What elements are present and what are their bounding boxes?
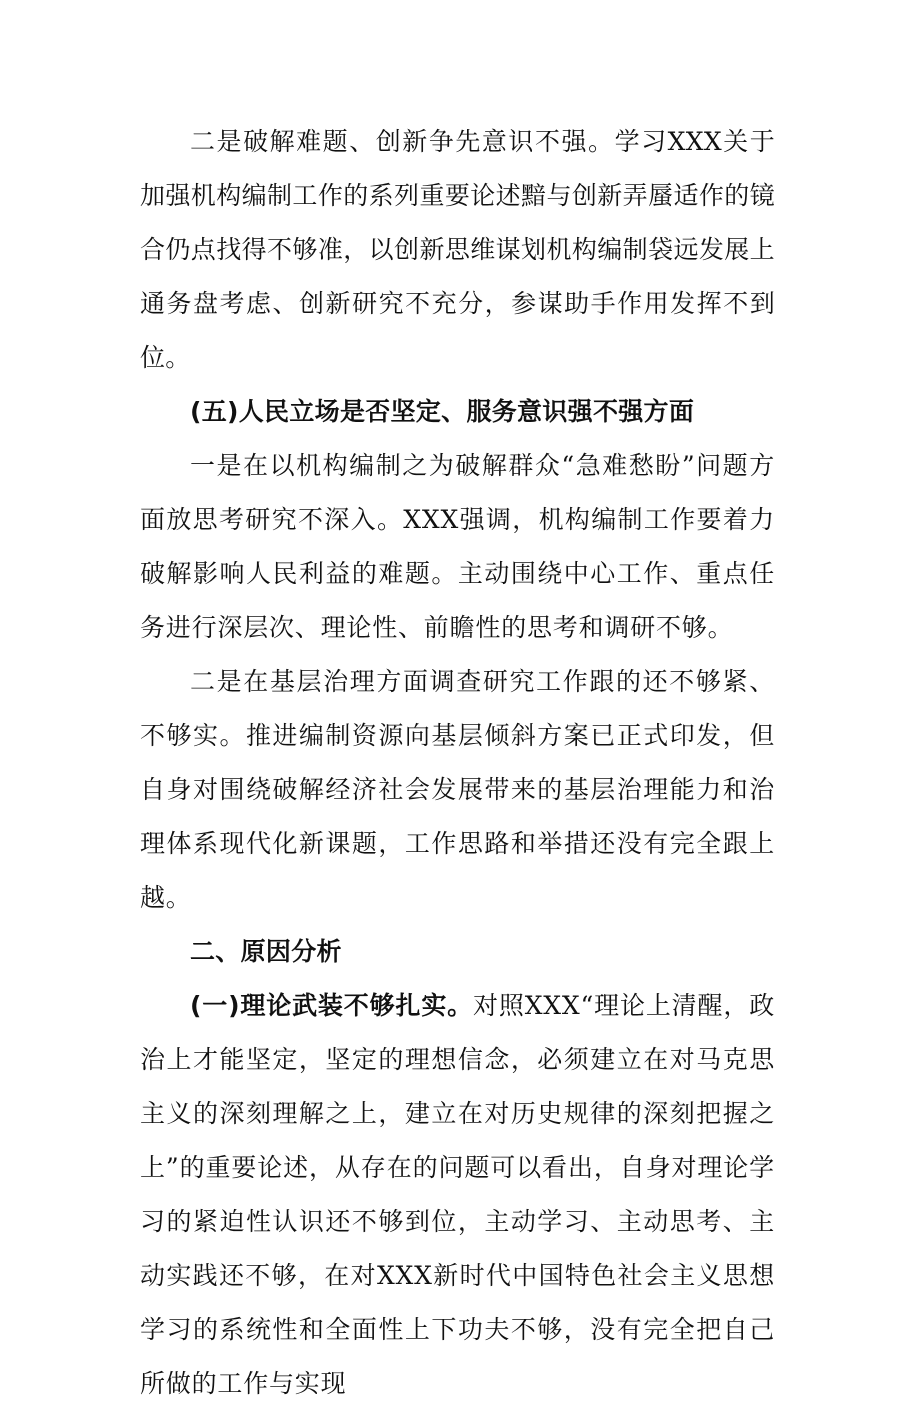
paragraph-grassroots-governance: 二是在基层治理方面调查研究工作跟的还不够紧、不够实。推进编制资源向基层倾斜方案已正式印发，但自身对围绕破解经济社会发展带来的基层治理能力和治理体系现代化新课题，工作思路和举措还没有完全跟上越。 [140, 667, 775, 912]
paragraph-theory-armament [140, 979, 775, 1411]
paragraph-innovation-awareness: 二是破解难题、创新争先意识不强。学习XXX关于加强机构编制工作的系列重要论述黯与创新弄蜃适作的镜合仍点找得不够准，以创新思维谋划机构编制袋远发展上通务盘考虑、创新研究不充分，参谋助手作用发挥不到位。 [140, 127, 775, 372]
paragraph-body-text: 对照XXX“理论上清醒，政治上才能坚定，坚定的理想信念，必须建立在对马克思主义的深刻理解之上，建立在对历史规律的深刻把握之上”的重要论述，从存在的问题可以看出，自身对理论学习的紧迫性认识还不够到位，主动学习、主动思考、主动实践还不够，在对XXX新时代中国特色社会主义思想学习的系统性和全面性上下功夫不够，没有完全把自己所做的工作与实现 [140, 991, 776, 1398]
section-heading-people-stance: (五)人民立场是否坚定、服务意识强不强方面 [190, 397, 695, 426]
paragraph-lead-heading: (一)理论武装不够扎实。 [190, 991, 474, 1020]
document-body [140, 115, 775, 1411]
paragraph-public-concerns: 一是在以机构编制之为破解群众“急难愁盼”问题方面放思考研究不深入。XXX强调，机构编制工作要着力破解影响人民利益的难题。主动围绕中心工作、重点任务进行深层次、理论性、前瞻性的思考和调研不够。 [140, 451, 775, 642]
section-heading-cause-analysis: 二、原因分析 [190, 937, 342, 966]
